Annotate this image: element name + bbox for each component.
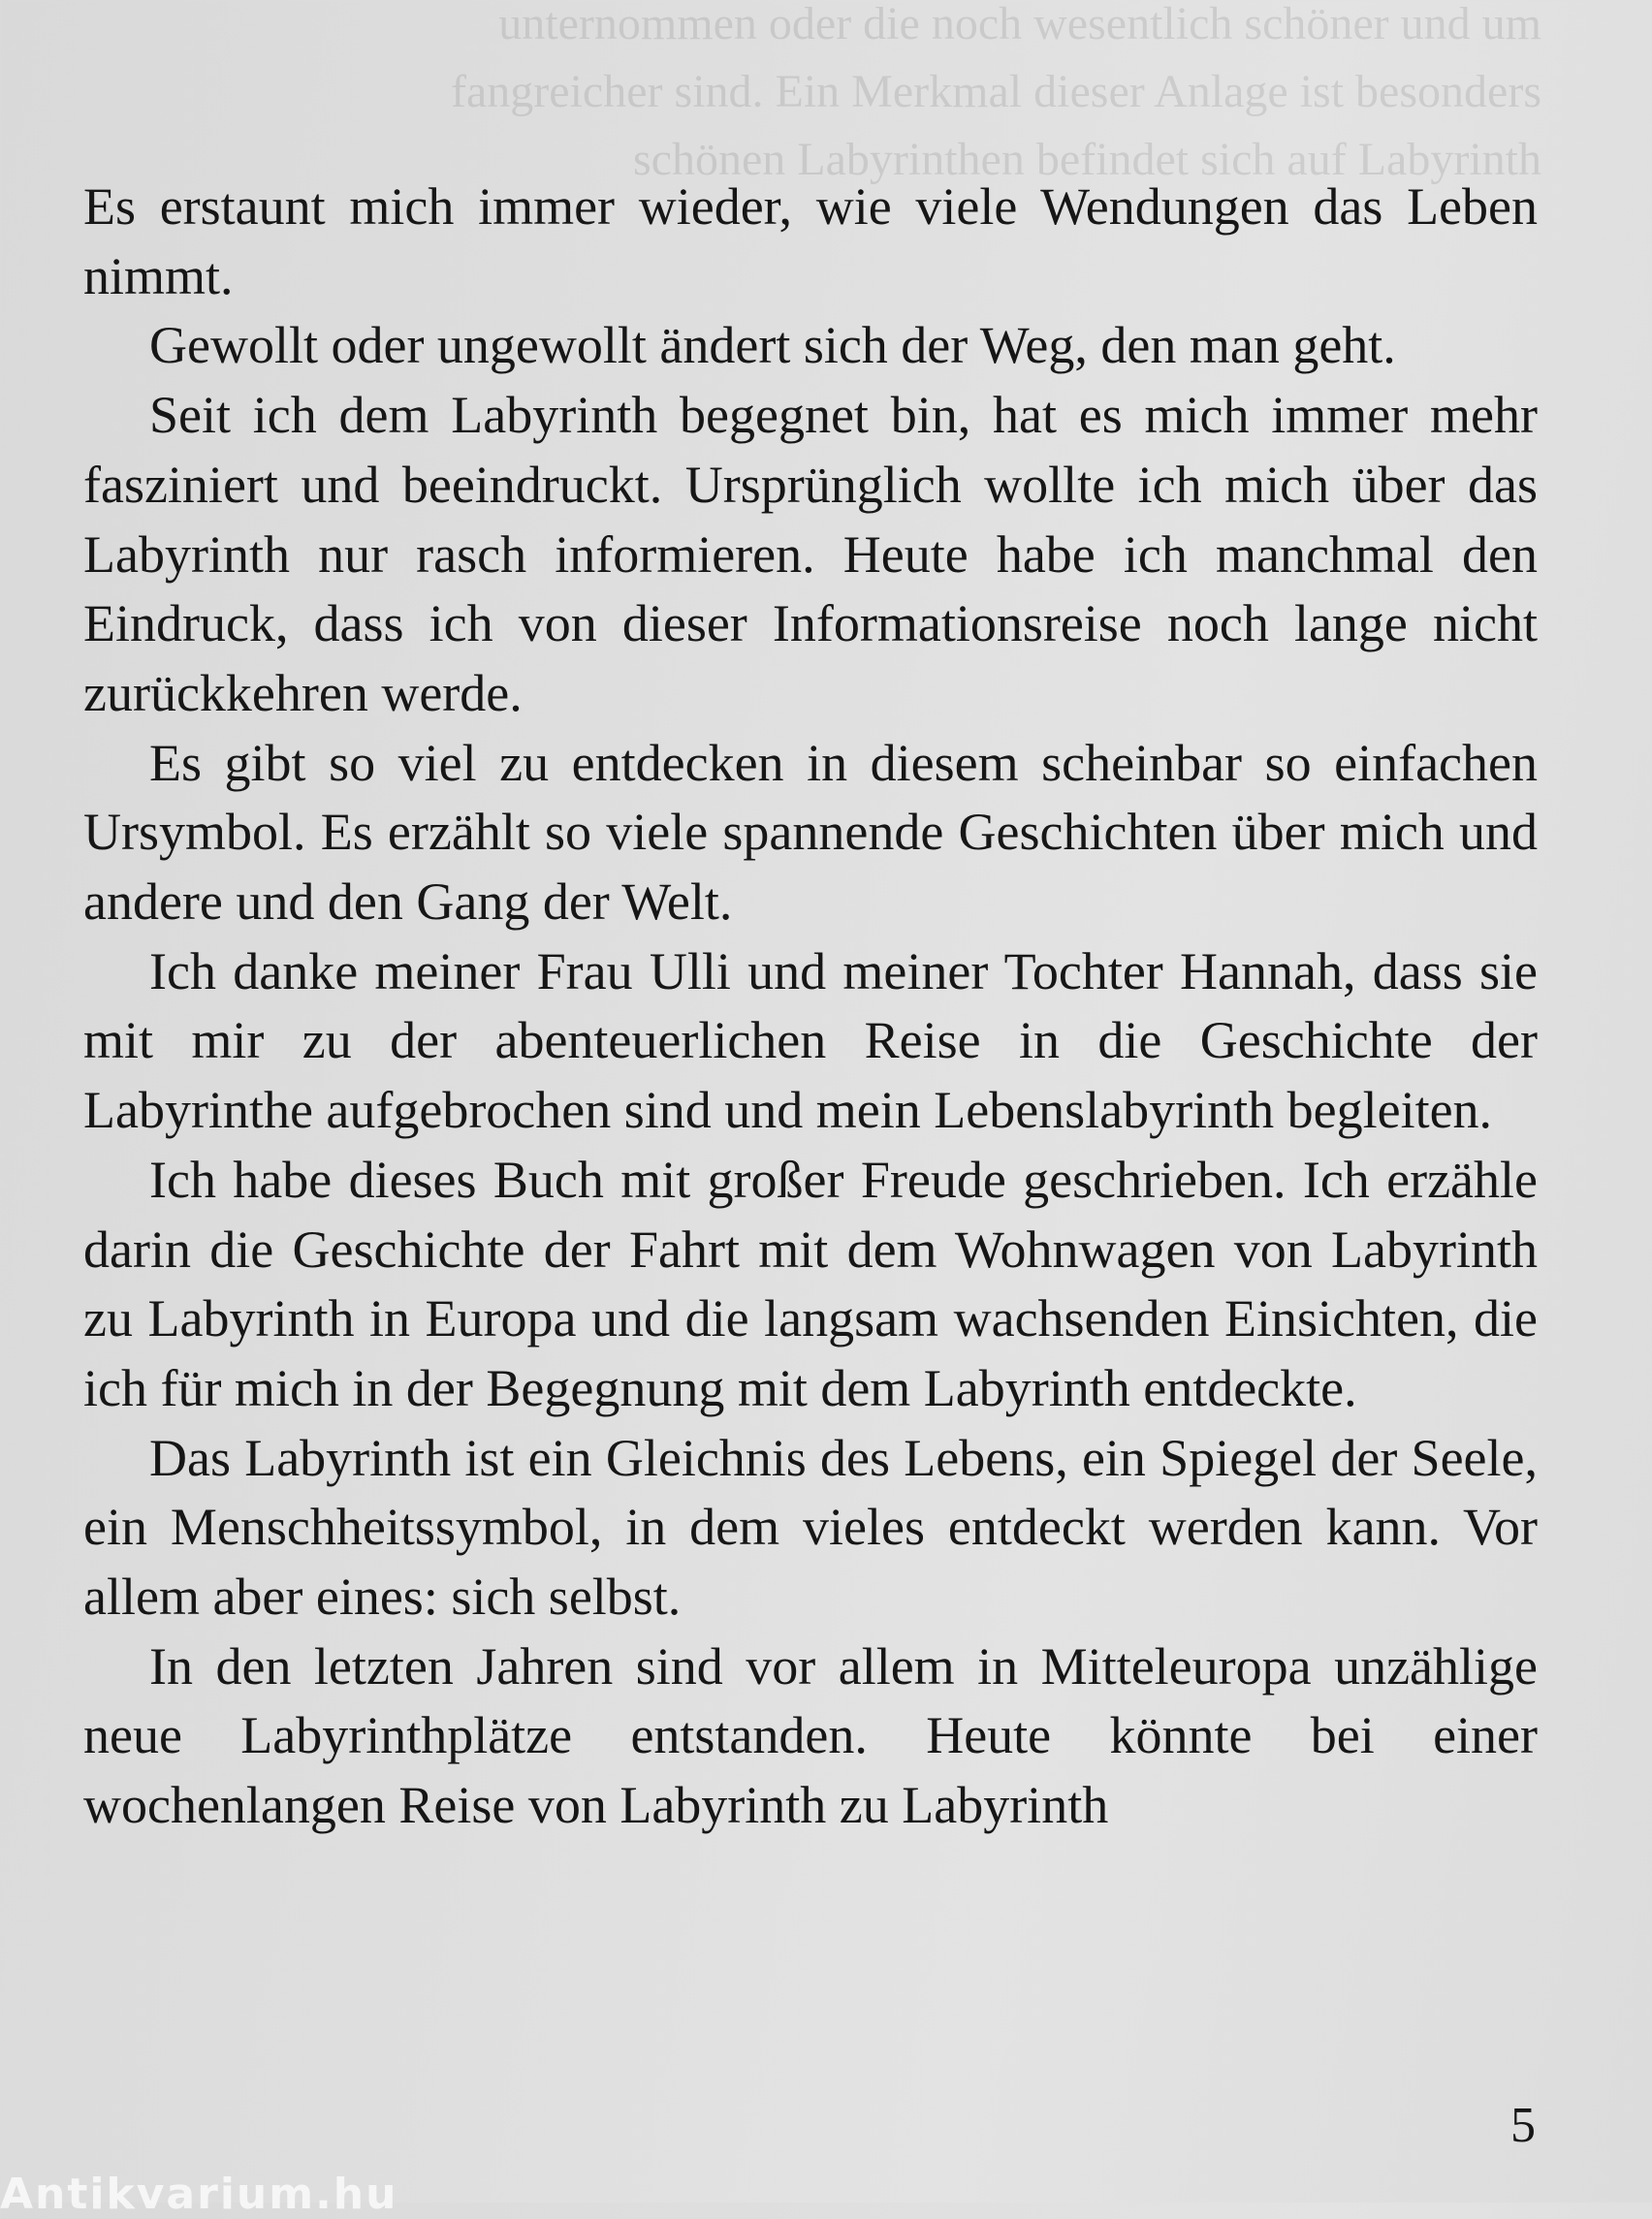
paragraph: Es erstaunt mich immer wieder, wie viele Wendungen das Leben nimmt.	[83, 177, 1538, 305]
watermark: Antikvarium.hu	[0, 2170, 398, 2219]
bleed-line: fangreicher sind. Ein Merkmal dieser Anlage ist besonders	[451, 66, 1541, 117]
body-text	[83, 173, 1538, 1841]
paragraph: Seit ich dem Labyrinth begegnet bin, hat es mich immer mehr fasziniert und beeindruckt. Ursprünglich wollte ich mich über das Labyrinth nur rasch informieren. Heute habe ich manchmal den Eindruck, dass ich von dieser Informationsreise noch lange nicht zurückkehren werde.	[83, 386, 1538, 722]
paragraph: In den letzten Jahren sind vor allem in Mitteleuropa unzählige neue Labyrinthplätze entstanden. Heute könnte bei einer wochenlangen Reise von Labyrinth zu Labyrinth	[83, 1636, 1538, 1835]
paragraph: Ich habe dieses Buch mit großer Freude geschrieben. Ich erzähle darin die Geschichte der Fahrt mit dem Wohnwagen von Labyrinth zu Labyrinth in Europa und die langsam wachsenden Einsichten, die ich für mich in der Begegnung mit dem Labyrinth entdeckte.	[83, 1150, 1538, 1417]
bleed-line: schönen Labyrinthen befindet sich auf Labyrinth	[632, 134, 1541, 185]
paragraph: Das Labyrinth ist ein Gleichnis des Lebens, ein Spiegel der Seele, ein Menschheitssymbol, in dem vieles entdeckt werden kann. Vor allem aber eines: sich selbst.	[83, 1428, 1538, 1627]
bleed-line: unternommen oder die noch wesentlich schöner und um	[498, 0, 1541, 49]
paragraph: Gewollt oder ungewollt ändert sich der Weg, den man geht.	[149, 316, 1396, 375]
page-number: 5	[1510, 2098, 1536, 2153]
paragraph: Ich danke meiner Frau Ulli und meiner Tochter Hannah, dass sie mit mir zu der abenteuerlichen Reise in die Geschichte der Labyrinthe aufgebrochen sind und mein Lebenslabyrinth begleiten.	[83, 941, 1538, 1140]
paragraph: Es gibt so viel zu entdecken in diesem scheinbar so einfachen Ursymbol. Es erzählt so viele spannende Geschichten über mich und andere und den Gang der Welt.	[83, 733, 1538, 932]
